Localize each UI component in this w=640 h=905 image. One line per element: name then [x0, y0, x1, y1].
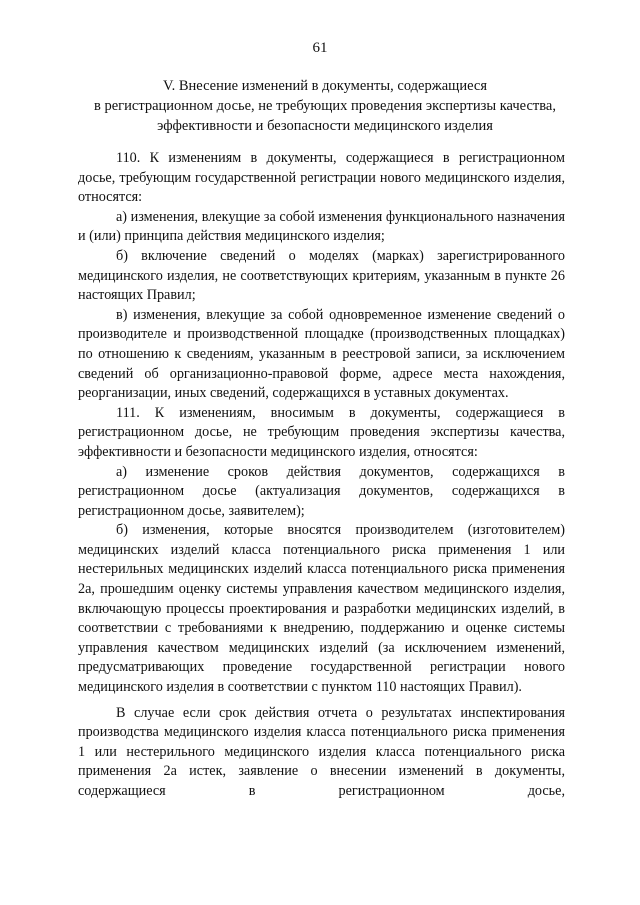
paragraph-111: 111. К изменениям, вносимым в документы, содержащиеся в регистрационном досье, не требующим проведения экспертизы качества, эффективности и безопасности медицинского изделия, относятся: [78, 404, 565, 460]
paragraph-inspection-report: В случае если срок действия отчета о результатах инспектирования производства медицинского изделия класса потенциального риска применения 1 или нестерильного медицинского изделия класса потенциального риска применения 2а истек, заявление о внесении изменений в документы, содержащиеся в регистрационном досье, [78, 704, 565, 799]
paragraph-110-c: в) изменения, влекущие за собой одновременное изменение сведений о производителе и производственной площадке (производственных площадках) по отношению к сведениям, указанным в реестровой записи, за исключением сведений об организационно-правовой форме, адресе места нахождения, реорганизации, иных сведений, содержащихся в уставных документах. [78, 306, 565, 402]
page-number: 61 [312, 40, 328, 56]
body-text [78, 149, 565, 802]
paragraph-111-a: а) изменение сроков действия документов, содержащихся в регистрационном досье (актуализация документов, содержащихся в регистрационном досье, заявителем); [78, 463, 565, 519]
paragraph-110-a: а) изменения, влекущие за собой изменения функционального назначения и (или) принципа действия медицинского изделия; [78, 208, 565, 245]
section-heading [60, 76, 590, 136]
section-heading-line: эффективности и безопасности медицинского изделия [157, 118, 493, 134]
section-heading-line: в регистрационном досье, не требующих проведения экспертизы качества, [94, 98, 556, 114]
paragraph-111-b: б) изменения, которые вносятся производителем (изготовителем) медицинских изделий класса потенциального риска применения 1 или нестерильных медицинских изделий класса потенциального риска применения 2а, прошедшим оценку системы управления качеством медицинского изделия, включающую процессы проектирования и разработки медицинских изделий, в соответствии с требованиями к внедрению, поддержанию и оценке системы управления качеством медицинских изделий (за исключением изменений, предусматривающих проведение государственной регистрации нового медицинского изделия в соответствии с пунктом 110 настоящих Правил). [78, 522, 565, 696]
paragraph-110-b: б) включение сведений о моделях (марках) зарегистрированного медицинского изделия, не соответствующих критериям, указанным в пункте 26 настоящих Правил; [78, 247, 565, 304]
paragraph-110: 110. К изменениям в документы, содержащиеся в регистрационном досье, требующим государственной регистрации нового медицинского изделия, относятся: [78, 150, 565, 206]
section-heading-line: V. Внесение изменений в документы, содержащиеся [162, 78, 487, 94]
